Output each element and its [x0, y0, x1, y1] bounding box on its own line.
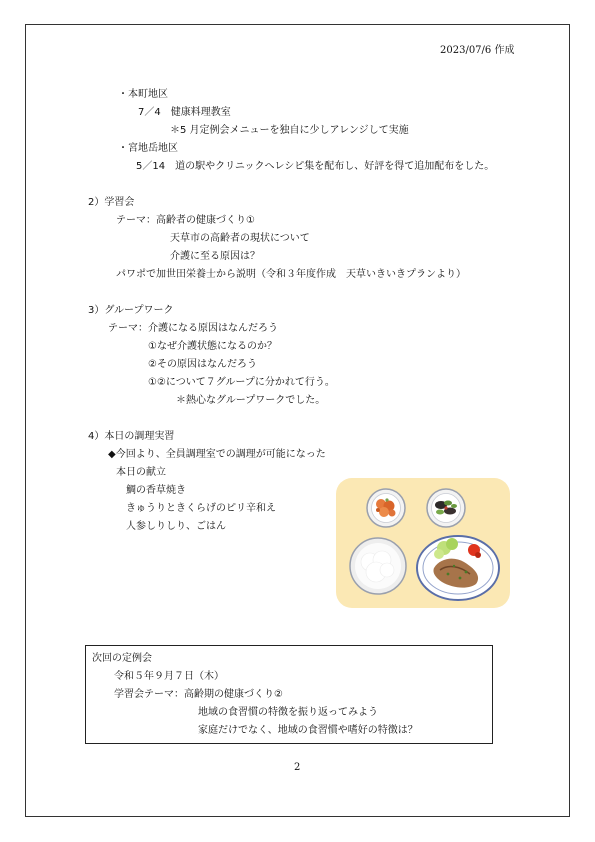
group-work-note: ＊熱心なグループワークでした。 — [176, 395, 326, 406]
next-meeting-line2: 家庭だけでなく、地域の食習慣や嗜好の特徴は？ — [198, 725, 418, 736]
page-number: 2 — [294, 762, 301, 773]
study-session-line2: 介護に至る原因は？ — [170, 251, 260, 262]
next-meeting-theme: 学習会テーマ：高齢期の健康づくり② — [114, 689, 283, 700]
study-session-line1: 天草市の高齢者の現状について — [170, 233, 310, 244]
next-meeting-date: 令和５年９月７日（木） — [114, 671, 224, 682]
study-session-theme: テーマ：高齢者の健康づくり① — [116, 215, 255, 226]
rice-bowl-icon — [350, 538, 406, 594]
menu-item: 鯛の香草焼き — [126, 485, 186, 496]
cucumber-bowl-icon — [427, 489, 465, 527]
group-work-q1: ①なぜ介護状態になるのか？ — [148, 341, 277, 352]
menu-item: 人参しりしり、ごはん — [126, 521, 226, 532]
honmachi-event: 7／4 健康料理教室 — [138, 107, 231, 118]
created-date: 2023/07/6 作成 — [440, 45, 515, 56]
next-meeting-title: 次回の定例会 — [92, 653, 152, 664]
menu-item: きゅうりときくらげのピリ辛和え — [126, 503, 276, 514]
cooking-heading: 4）本日の調理実習 — [88, 431, 175, 442]
fish-plate-icon — [417, 536, 499, 600]
next-meeting-line1: 地域の食習慣の特徴を振り返ってみよう — [198, 707, 378, 718]
group-work-q3: ①②について７グループに分かれて行う。 — [148, 377, 335, 388]
honmachi-title: ・本町地区 — [118, 89, 168, 100]
study-session-heading: 2）学習会 — [88, 197, 135, 208]
cooking-announcement: ◆今回より、全員調理室での調理が可能になった — [108, 449, 326, 460]
group-work-q2: ②その原因はなんだろう — [148, 359, 257, 370]
meal-photo — [336, 478, 510, 608]
study-session-line3: パワポで加世田栄養士から説明（令和３年度作成 天草いきいきプランより） — [116, 269, 466, 280]
honmachi-note: ＊5 月定例会メニューを独自に少しアレンジして実施 — [170, 125, 409, 136]
meal-illustration — [336, 478, 510, 608]
miyajidake-event: 5／14 道の駅やクリニックへレシピ集を配布し、好評を得て追加配布をした。 — [136, 161, 495, 172]
menu-title: 本日の献立 — [116, 467, 166, 478]
group-work-theme: テーマ：介護になる原因はなんだろう — [108, 323, 278, 334]
carrot-bowl-icon — [367, 489, 405, 527]
miyajidake-title: ・宮地岳地区 — [118, 143, 178, 154]
group-work-heading: 3）グループワーク — [88, 305, 174, 316]
